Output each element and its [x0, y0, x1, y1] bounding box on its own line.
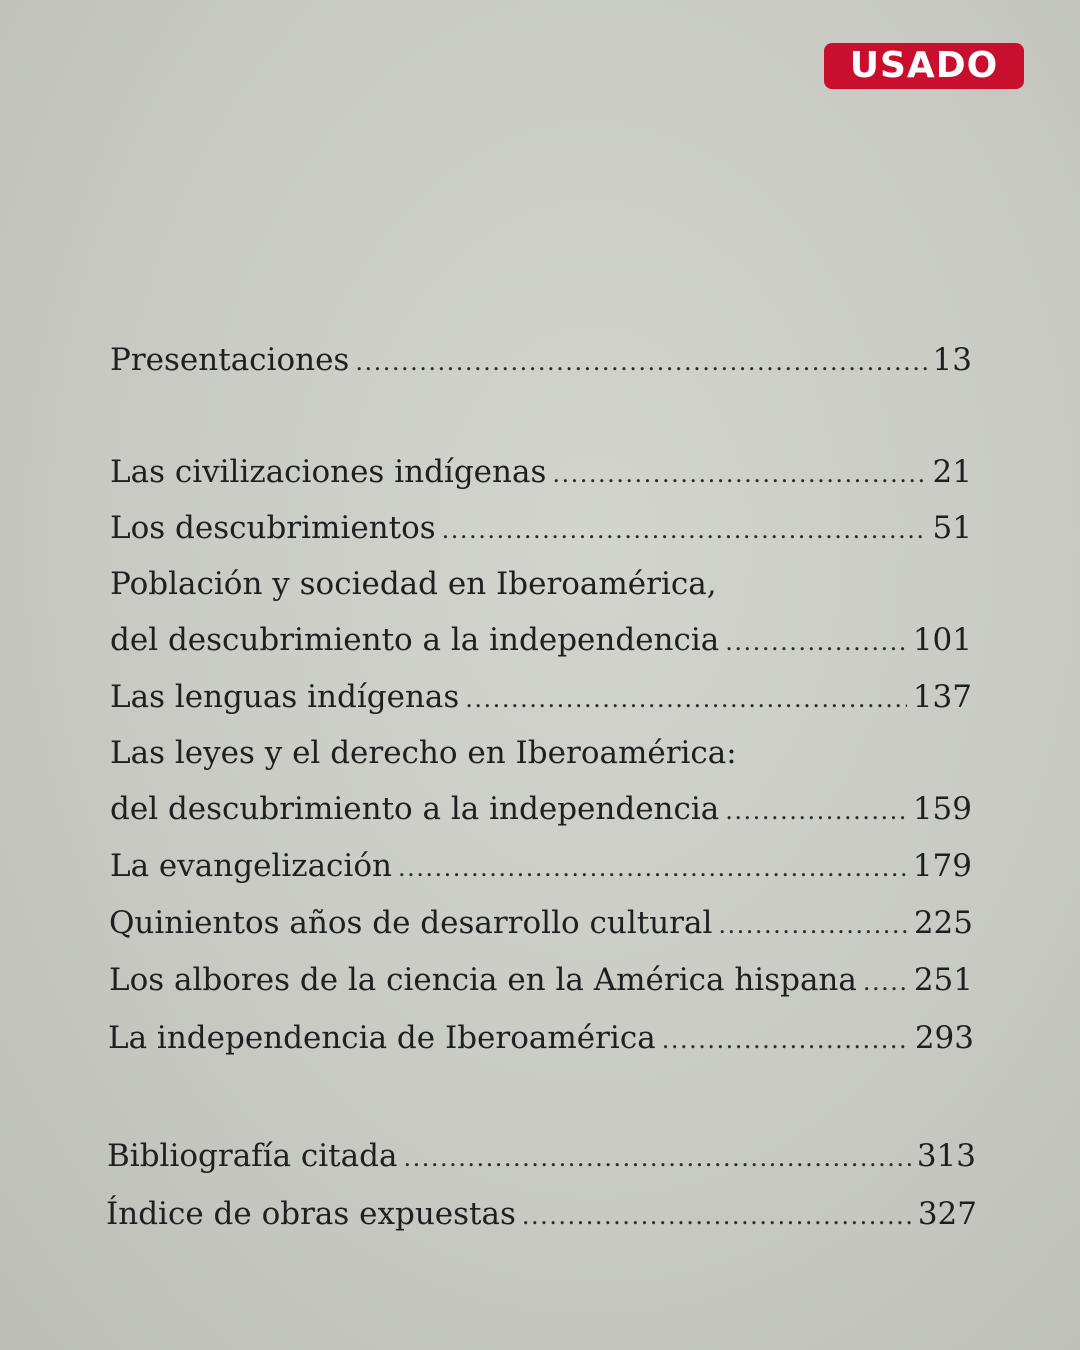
toc-entry-page: 179 [912, 848, 972, 884]
toc-entry-title: Bibliografía citada [107, 1138, 398, 1174]
toc-entry-title: Las leyes y el derecho en Iberoamérica: [110, 735, 737, 771]
toc-entry-title: del descubrimiento a la independencia [110, 622, 720, 658]
toc-leader-dots [552, 454, 926, 494]
toc-entry-title: Quinientos años de desarrollo cultural [109, 905, 713, 941]
toc-entry [109, 960, 973, 1002]
toc-entry [107, 1136, 976, 1178]
toc-entry-title: La evangelización [110, 848, 392, 884]
toc-entry [110, 452, 972, 494]
toc-entry-title: La independencia de Iberoamérica [108, 1020, 656, 1056]
toc-leader-dots [522, 1196, 912, 1236]
toc-entry [110, 789, 972, 831]
toc-entry-title: del descubrimiento a la independencia [110, 791, 720, 827]
toc-entry-title: Población y sociedad en Iberoamérica, [110, 566, 717, 602]
toc-entry [110, 564, 972, 604]
toc-entry-title: Presentaciones [110, 342, 350, 378]
toc-entry [110, 677, 972, 719]
toc-entry [110, 733, 972, 773]
toc-entry-title: Los descubrimientos [110, 510, 436, 546]
toc-entry-page: 101 [912, 622, 972, 658]
toc-entry-page: 137 [912, 679, 972, 715]
toc-entry [110, 846, 972, 888]
toc-leader-dots [662, 1020, 909, 1060]
toc-entry-page: 21 [932, 454, 972, 490]
toc-entry-page: 251 [913, 962, 973, 998]
toc-entry-page: 225 [913, 905, 973, 941]
toc-entry-page: 13 [932, 342, 972, 378]
toc-entry-page: 313 [916, 1138, 976, 1174]
toc-entry-page: 51 [932, 510, 972, 546]
toc-leader-dots [465, 679, 907, 719]
toc-entry [110, 620, 972, 662]
toc-leader-dots [725, 791, 907, 831]
toc-leader-dots [863, 962, 908, 1002]
toc-entry-page: 159 [912, 791, 972, 827]
toc-entry-title: Índice de obras expuestas [106, 1196, 516, 1232]
toc-leader-dots [718, 905, 907, 945]
toc-entry-page: 293 [914, 1020, 974, 1056]
toc-entry [110, 340, 972, 382]
toc-leader-dots [403, 1138, 910, 1178]
toc-entry [106, 1194, 977, 1236]
toc-entry-title: Las civilizaciones indígenas [110, 454, 547, 490]
toc-entry [109, 903, 973, 945]
toc-entry [110, 508, 972, 550]
toc-leader-dots [725, 622, 907, 662]
toc-leader-dots [398, 848, 907, 888]
toc-leader-dots [355, 342, 926, 382]
toc-leader-dots [442, 510, 927, 550]
toc-entry-page: 327 [917, 1196, 977, 1232]
toc-entry-title: Las lenguas indígenas [110, 679, 460, 715]
toc-entry [108, 1018, 974, 1060]
used-badge: USADO [824, 43, 1024, 89]
toc-entry-title: Los albores de la ciencia en la América hispana [109, 962, 857, 998]
